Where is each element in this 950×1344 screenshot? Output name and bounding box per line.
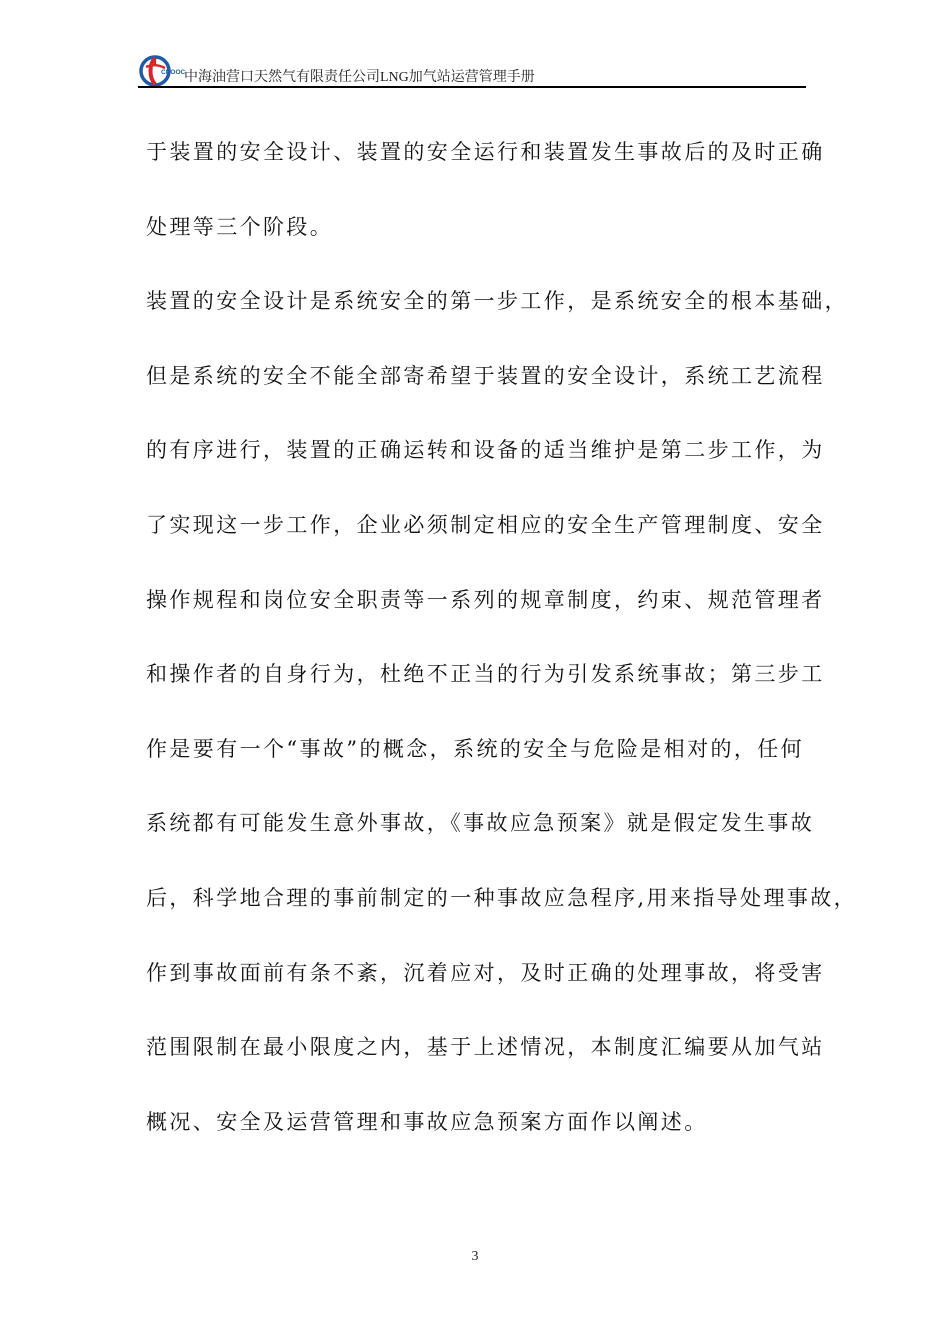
page-header bbox=[138, 52, 806, 88]
page-number: 3 bbox=[471, 1249, 479, 1264]
text-line: 概况、安全及运营管理和事故应急预案方面作以阐述。 bbox=[146, 1109, 708, 1134]
cnooc-logo bbox=[138, 54, 186, 88]
text-line: 处理等三个阶段。 bbox=[146, 214, 334, 239]
text-line: 装置的安全设计是系统安全的第一步工作，是系统安全的根本基础， bbox=[146, 289, 848, 314]
text-line: 但是系统的安全不能全部寄希望于装置的安全设计，系统工艺流程 bbox=[146, 363, 825, 388]
text-line: 后，科学地合理的事前制定的一种事故应急程序,用来指导处理事故， bbox=[146, 885, 858, 910]
body-text bbox=[146, 132, 858, 1176]
text-line: 作到事故面前有条不紊，沉着应对，及时正确的处理事故，将受害 bbox=[146, 960, 825, 985]
header-divider bbox=[138, 86, 806, 88]
logo-wordmark: CNOOC bbox=[161, 69, 186, 76]
text-line: 和操作者的自身行为，杜绝不正当的行为引发系统事故；第三步工 bbox=[146, 662, 825, 687]
manual-title: 中海油营口天然气有限责任公司LNG加气站运营管理手册 bbox=[184, 70, 535, 85]
text-line: 作是要有一个“事故”的概念，系统的安全与危险是相对的，任何 bbox=[146, 736, 805, 761]
text-line: 范围限制在最小限度之内，基于上述情况，本制度汇编要从加气站 bbox=[146, 1035, 825, 1060]
text-line: 系统都有可能发生意外事故，《事故应急预案》就是假定发生事故 bbox=[146, 811, 815, 836]
text-line: 操作规程和岗位安全职责等一系列的规章制度，约束、规范管理者 bbox=[146, 587, 825, 612]
text-line: 了实现这一步工作，企业必须制定相应的安全生产管理制度、安全 bbox=[146, 512, 825, 537]
text-line: 于装置的安全设计、装置的安全运行和装置发生事故后的及时正确 bbox=[146, 140, 825, 164]
text-line: 的有序进行，装置的正确运转和设备的适当维护是第二步工作，为 bbox=[146, 438, 825, 463]
